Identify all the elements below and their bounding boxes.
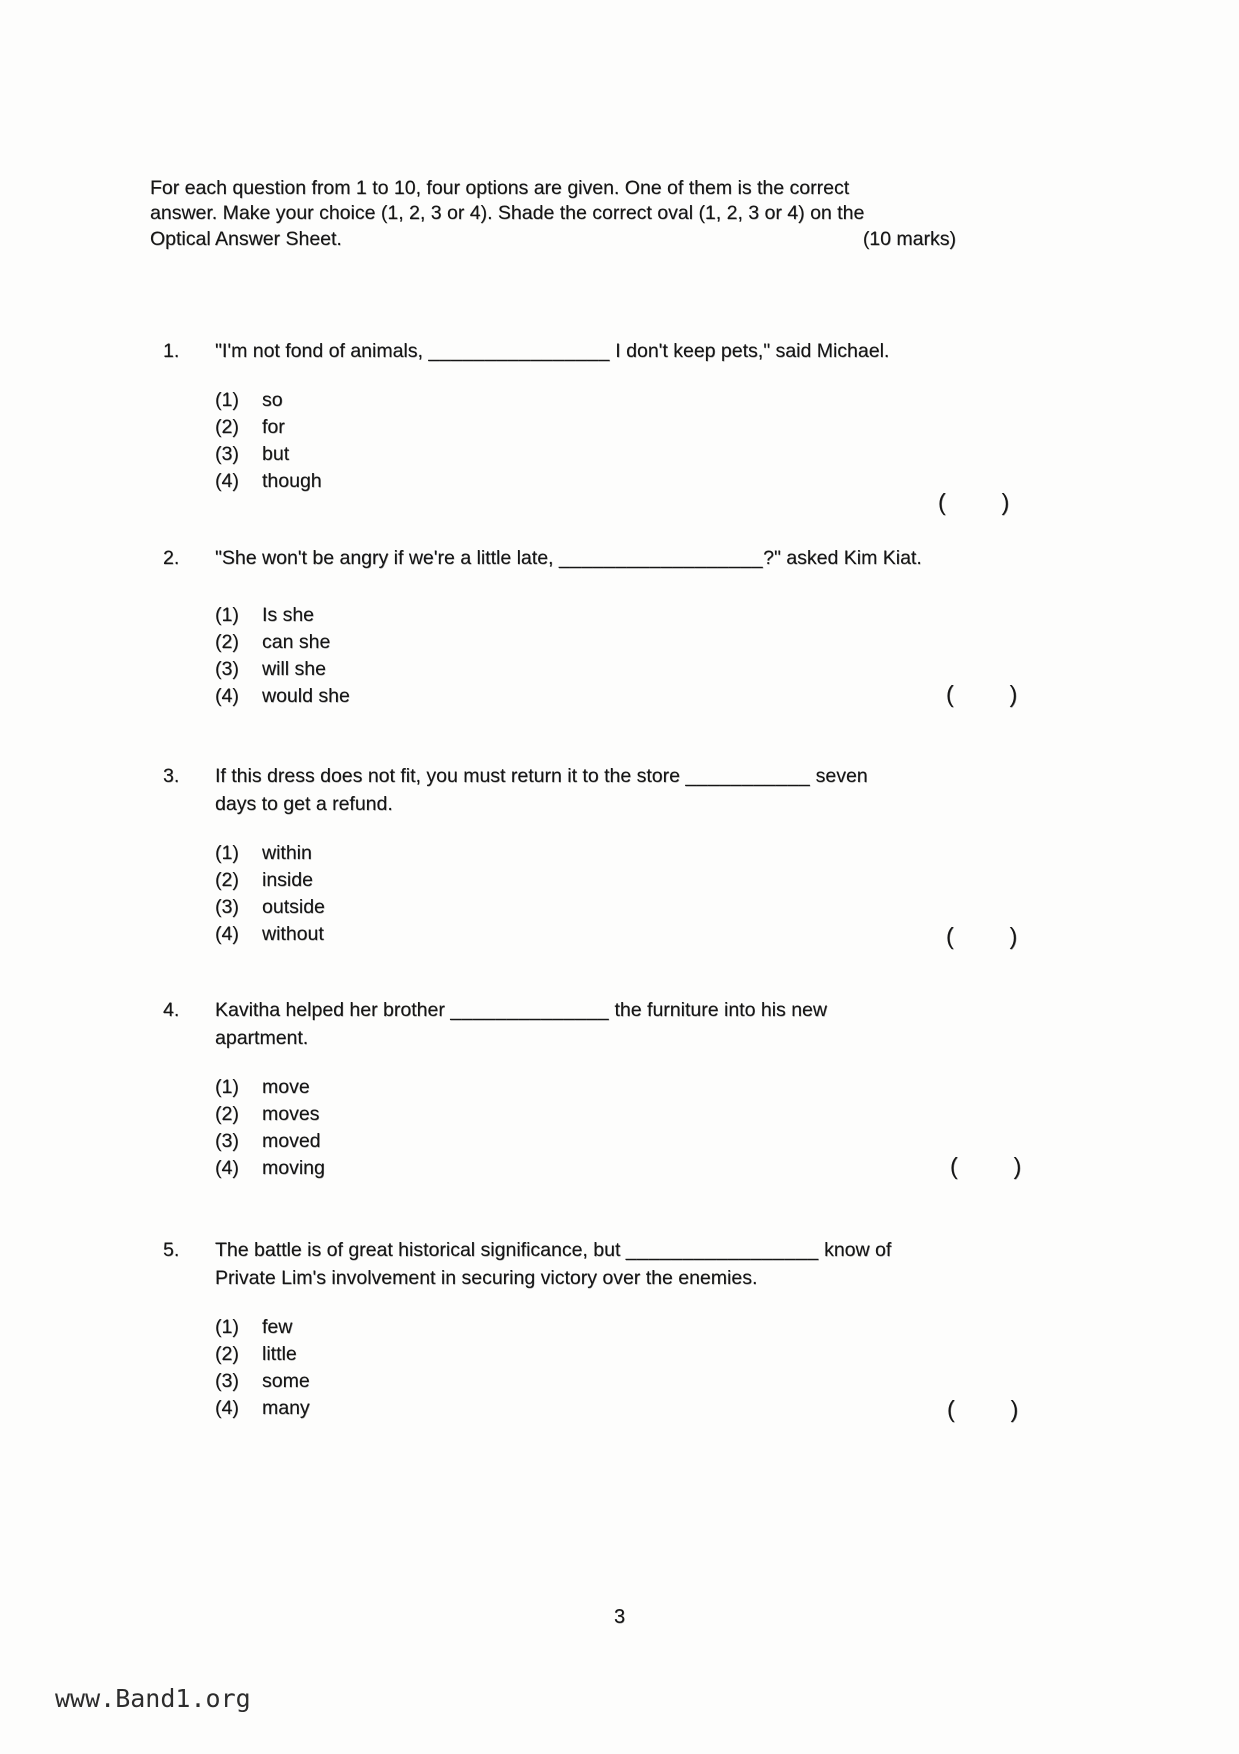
answer-blank: __________________	[558, 547, 764, 569]
question-text-segment: Kavitha helped her brother	[215, 999, 451, 1021]
option-number: (3)	[215, 443, 239, 465]
option-label: would she	[262, 685, 350, 707]
option	[215, 921, 983, 948]
option-number: (4)	[215, 923, 239, 945]
question-5-text-line2: Private Lim's involvement in securing victory over the enemies.	[215, 1267, 758, 1289]
question-2	[163, 544, 983, 710]
option	[215, 441, 983, 468]
question-2-answer-bracket	[946, 681, 1017, 708]
option	[215, 1128, 983, 1155]
option-label: many	[262, 1397, 310, 1419]
option-label: without	[262, 923, 324, 945]
option	[215, 468, 983, 495]
option-number: (2)	[215, 869, 239, 891]
option-label: Is she	[262, 604, 315, 626]
question-1-options	[215, 387, 983, 495]
question-text-segment: the furniture into his new	[609, 999, 827, 1021]
question-5	[163, 1236, 983, 1422]
question-4-answer-bracket	[950, 1153, 1021, 1180]
option-label: move	[262, 1076, 310, 1098]
option-label: moves	[262, 1103, 320, 1125]
option-label: but	[262, 443, 290, 465]
question-1	[163, 337, 983, 495]
question-3-text-line2: days to get a refund.	[215, 793, 393, 815]
question-text-segment: seven	[810, 765, 868, 787]
option-number: (2)	[215, 416, 239, 438]
option-number: (4)	[215, 470, 239, 492]
option	[215, 656, 983, 683]
option-number: (3)	[215, 1130, 239, 1152]
option	[215, 1101, 983, 1128]
question-1-text	[215, 337, 983, 365]
close-paren: )	[1013, 1153, 1022, 1179]
open-paren: (	[950, 1153, 958, 1179]
question-1-answer-bracket	[938, 489, 1009, 516]
option-label: some	[262, 1370, 310, 1392]
question-5-number: 5.	[163, 1239, 180, 1261]
page-number: 3	[613, 1606, 626, 1628]
option-number: (2)	[215, 1343, 239, 1365]
option-label: can she	[262, 631, 331, 653]
question-4-text-line2: apartment.	[215, 1027, 309, 1049]
option-label: little	[262, 1343, 297, 1365]
option-label: inside	[262, 869, 313, 891]
option-label: moved	[262, 1130, 321, 1152]
option	[215, 1155, 983, 1182]
answer-blank: ___________	[685, 765, 811, 787]
close-paren: )	[1001, 489, 1010, 515]
option	[215, 629, 983, 656]
option	[215, 683, 983, 710]
question-2-text	[215, 544, 983, 572]
answer-blank: ________________	[428, 340, 610, 362]
question-4-number: 4.	[163, 999, 180, 1021]
option	[215, 1395, 983, 1422]
question-5-answer-bracket	[947, 1396, 1018, 1423]
question-text-segment: If this dress does not fit, you must return it to the store	[215, 765, 686, 787]
option	[215, 1314, 983, 1341]
marks-label: (10 marks)	[862, 228, 956, 250]
question-text-segment: The battle is of great historical significance, but	[215, 1239, 626, 1261]
option-number: (1)	[215, 604, 239, 626]
option	[215, 894, 983, 921]
question-1-number: 1.	[163, 340, 180, 362]
option-number: (1)	[215, 842, 239, 864]
instructions-line-3: Optical Answer Sheet.	[150, 228, 342, 250]
answer-blank: ______________	[450, 999, 610, 1021]
question-text-segment: "I'm not fond of animals,	[215, 340, 429, 362]
answer-blank: _________________	[625, 1239, 819, 1261]
question-5-text	[215, 1236, 983, 1264]
question-4-text	[215, 996, 983, 1024]
option-number: (1)	[215, 1316, 239, 1338]
question-2-options	[215, 602, 983, 710]
option-label: though	[262, 470, 322, 492]
close-paren: )	[1009, 923, 1018, 949]
option	[215, 1074, 983, 1101]
question-3-number: 3.	[163, 765, 180, 787]
question-4	[163, 996, 983, 1182]
open-paren: (	[946, 681, 954, 707]
option-number: (3)	[215, 896, 239, 918]
instructions-line-1: For each question from 1 to 10, four options are given. One of them is the correct	[150, 177, 850, 199]
question-4-options	[215, 1074, 983, 1182]
option-label: within	[262, 842, 312, 864]
option-number: (4)	[215, 1157, 239, 1179]
open-paren: (	[946, 923, 954, 949]
option-number: (2)	[215, 631, 239, 653]
open-paren: (	[947, 1396, 955, 1422]
instructions-block	[150, 176, 956, 252]
option-label: so	[262, 389, 283, 411]
question-3	[163, 762, 983, 948]
option-number: (2)	[215, 1103, 239, 1125]
option-label: outside	[262, 896, 325, 918]
question-text-segment: "She won't be angry if we're a little late,	[215, 547, 559, 569]
option-label: for	[262, 416, 285, 438]
watermark: www.Band1.org	[55, 1684, 251, 1713]
option	[215, 387, 983, 414]
option-number: (1)	[215, 1076, 239, 1098]
option-number: (1)	[215, 389, 239, 411]
question-3-options	[215, 840, 983, 948]
option	[215, 1341, 983, 1368]
question-2-number: 2.	[163, 547, 180, 569]
question-text-segment: I don't keep pets," said Michael.	[609, 340, 890, 362]
option-label: moving	[262, 1157, 325, 1179]
option	[215, 840, 983, 867]
option-label: few	[262, 1316, 293, 1338]
option-number: (3)	[215, 658, 239, 680]
option-label: will she	[262, 658, 326, 680]
option	[215, 1368, 983, 1395]
open-paren: (	[938, 489, 946, 515]
question-3-text	[215, 762, 983, 790]
close-paren: )	[1010, 1396, 1019, 1422]
question-text-segment: know of	[818, 1239, 892, 1261]
option-number: (3)	[215, 1370, 239, 1392]
instructions-line-2: answer. Make your choice (1, 2, 3 or 4). Shade the correct oval (1, 2, 3 or 4) on the	[150, 202, 865, 224]
option	[215, 414, 983, 441]
question-text-segment: ?" asked Kim Kiat.	[763, 547, 922, 569]
option-number: (4)	[215, 685, 239, 707]
option-number: (4)	[215, 1397, 239, 1419]
question-3-answer-bracket	[946, 923, 1017, 950]
question-5-options	[215, 1314, 983, 1422]
close-paren: )	[1009, 681, 1018, 707]
option	[215, 602, 983, 629]
option	[215, 867, 983, 894]
